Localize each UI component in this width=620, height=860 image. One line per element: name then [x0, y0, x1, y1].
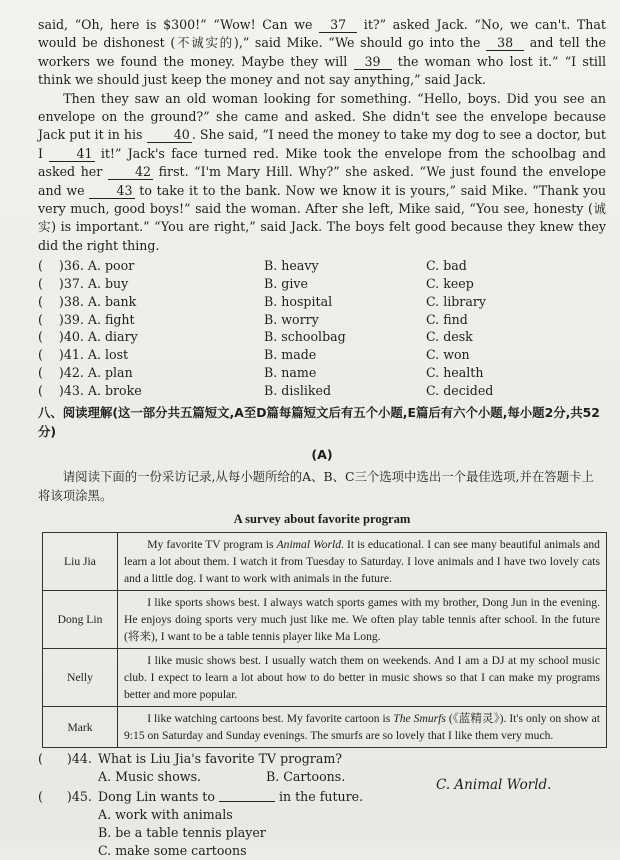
- answer-bracket-45[interactable]: ( )45.: [38, 789, 92, 805]
- respondent-answer: I like watching cartoons best. My favorite cartoon is The Smurfs (《蓝精灵》). It's only on show at 9:15 on Saturday and Sunday evenings. The smurfs are so lovely that I like them very much.: [118, 707, 607, 748]
- blank-43[interactable]: 43: [89, 184, 134, 199]
- blank-39[interactable]: 39: [354, 55, 392, 70]
- respondent-name: Dong Lin: [43, 591, 118, 649]
- blank-38[interactable]: 38: [486, 36, 524, 51]
- q45-blank[interactable]: [219, 788, 275, 802]
- survey-title: A survey about favorite program: [233, 512, 411, 527]
- respondent-name: Liu Jia: [43, 533, 118, 591]
- option-row-41[interactable]: ( )41. A. lost B. made C. won: [38, 347, 470, 363]
- respondent-answer: I like sports shows best. I always watch sports games with my brother, Dong Jun in the evening. He enjoys doing sports very much just like me. We often play table tennis after school. In the future (将来), I want to be a table tennis player like Ma Long.: [118, 591, 607, 649]
- q44-option-a[interactable]: A. Music shows.: [98, 769, 202, 785]
- survey-table: [42, 532, 607, 748]
- option-row-37[interactable]: ( )37. A. buy B. give C. keep: [38, 276, 474, 292]
- table-row: [43, 591, 607, 649]
- table-row: [43, 649, 607, 707]
- option-row-43[interactable]: ( )43. A. broke B. disliked C. decided: [38, 382, 494, 398]
- q44-option-b[interactable]: B. Cartoons.: [266, 769, 346, 785]
- cloze-options: [38, 257, 606, 399]
- table-row: [43, 707, 607, 748]
- story-paragraph-2: Then they saw an old woman looking for something. “Hello, boys. Did you see an envelope on the ground?” she came and asked. She didn't see the envelope because Jack put it in his 40 . She said, “I need the money to take my dog to see a doctor, but I 41 it!” Jack's face turned red. Mike took the envelope from the schoolbag and asked her 42 first. “I'm Mary Hill. Why?” she asked. “We just found the envelope and we 43 to take it to the bank. Now we know it is yours,” said Mike. “Thank you very much, good boys!” said the woman. After she left, Mike said, “You see, honesty (诚实) is important.” “You are right,” said Jack. The boys felt good because they knew they did the right thing.: [38, 90, 606, 253]
- answer-bracket-44[interactable]: ( )44.: [38, 751, 92, 767]
- blank-37[interactable]: 37: [319, 18, 357, 33]
- q45-option-c[interactable]: C. make some cartoons: [98, 843, 247, 859]
- question-45: ( )45. Dong Lin wants to in the future. A. work with animals B. be a table tennis player C. make some cartoons: [38, 788, 606, 860]
- question-44: ( )44. What is Liu Jia's favorite TV program? A. Music shows. B. Cartoons. C. Animal World.: [38, 750, 606, 786]
- q45-option-a[interactable]: A. work with animals: [98, 807, 233, 823]
- respondent-name: Mark: [43, 707, 118, 748]
- respondent-answer: My favorite TV program is Animal World. It is educational. I can see many beautiful animals and learn a lot about them. I watch it from Tuesday to Saturday. I love animals and I have two lovely cats and a little dog. I want to work with animals in the future.: [118, 533, 607, 591]
- option-row-40[interactable]: ( )40. A. diary B. schoolbag C. desk: [38, 329, 473, 345]
- respondent-name: Nelly: [43, 649, 118, 707]
- reading-instructions: 请阅读下面的一份采访记录,从每小题所给的A、B、C三个选项中选出一个最佳选项,并在答题卡上将该项涂黑。: [38, 469, 594, 504]
- option-row-36[interactable]: ( )36. A. poor B. heavy C. bad: [38, 258, 467, 274]
- q44-option-c[interactable]: C. Animal World.: [436, 777, 552, 794]
- blank-40[interactable]: 40: [147, 128, 192, 143]
- option-row-38[interactable]: ( )38. A. bank B. hospital C. library: [38, 293, 486, 309]
- section-a-label: (A): [311, 446, 333, 462]
- blank-42[interactable]: 42: [108, 165, 153, 180]
- section-8-title: 八、阅读理解(这一部分共五篇短文,A至D篇每篇短文后有五个小题,E篇后有六个小题,每小题2分,共52分): [38, 404, 600, 439]
- story-paragraph-1: said, “Oh, here is $300!” “Wow! Can we 37 it?” asked Jack. “No, we can't. That would be dishonest (不诚实的),” said Mike. “We should go into the 38 and tell the workers we found the money. Maybe they will 39 the woman who lost it.” “I still think we should just keep the money and not say anything,” said Jack.: [38, 17, 607, 88]
- respondent-answer: I like music shows best. I usually watch them on weekends. And I am a DJ at my school music club. I expect to learn a lot about how to do better in music shows so that I can make my programs better and more popular.: [118, 649, 607, 707]
- option-row-39[interactable]: ( )39. A. fight B. worry C. find: [38, 311, 468, 327]
- q45-option-b[interactable]: B. be a table tennis player: [98, 825, 266, 841]
- option-row-42[interactable]: ( )42. A. plan B. name C. health: [38, 365, 484, 381]
- table-row: [43, 533, 607, 591]
- blank-41[interactable]: 41: [49, 147, 94, 162]
